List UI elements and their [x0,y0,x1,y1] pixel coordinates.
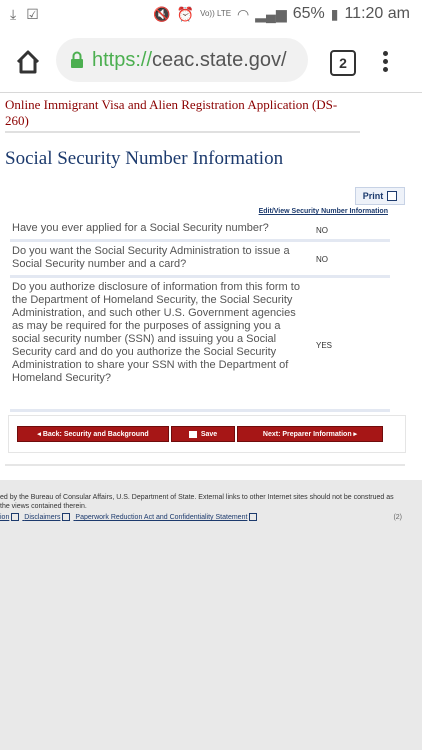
question-row [10,220,390,242]
address-bar[interactable] [56,38,308,82]
footer-disclaimer-cont: the views contained therein. [0,503,87,510]
save-icon [189,431,197,438]
download-icon: ⤓ [10,6,17,22]
print-label: Print [362,191,384,201]
tab-switcher-button[interactable]: 2 [330,50,356,76]
mute-icon: 🔇 [153,5,171,22]
navigation-bar [8,415,406,453]
footer-divider [5,464,405,466]
footer-link-disclaimers[interactable]: Disclaimers [24,514,61,521]
external-link-icon [62,513,70,521]
signal-icon: ▂▄▆ [255,5,287,22]
footer-links [0,513,260,522]
footer-link-partial[interactable]: ion [0,514,10,521]
footer-link-paperwork[interactable]: Paperwork Reduction Act and Confidentiality Statement [75,514,248,521]
lock-icon [70,51,84,69]
answer-value: YES [316,341,333,350]
print-button[interactable] [355,187,405,205]
wifi-icon: ◠ [237,5,250,22]
clock: 11:20 am [344,5,410,22]
question-text: Do you want the Social Security Administration to issue a Social Security number and a card? [12,245,290,270]
page-title: Social Security Number Information [5,148,284,169]
battery-percent: 65% [292,5,325,22]
alarm-icon: ⏰ [176,5,195,22]
answer-value: NO [316,255,328,264]
question-row [10,279,390,412]
overflow-menu-icon[interactable] [382,48,388,74]
home-icon[interactable] [14,48,42,76]
application-title: Online Immigrant Visa and Alien Registration Application (DS-260) [5,97,360,133]
footer-disclaimer: ed by the Bureau of Consular Affairs, U.S. Department of State. External links to other Internet sites should not be construed as [0,494,394,501]
checkbox-icon: ☑ [26,6,39,22]
battery-icon: ▮ [330,5,339,22]
external-link-icon [249,513,257,521]
url-scheme: https:// [92,48,153,71]
question-text: Have you ever applied for a Social Security number? [12,222,269,234]
next-button[interactable]: Next: Preparer Information ▸ [237,426,383,442]
answer-value: NO [316,226,328,235]
status-bar [0,0,422,30]
url-text[interactable] [92,49,287,72]
edit-view-link[interactable]: Edit/View Security Number Information [258,208,388,215]
url-host: ceac.state.gov/ [152,48,287,71]
browser-toolbar [0,30,422,93]
save-label: Save [200,430,218,438]
save-button[interactable] [171,426,235,442]
network-label: Vo)) LTE [200,9,232,18]
back-button[interactable]: ◂ Back: Security and Background [17,426,169,442]
printer-icon [387,191,397,201]
footer-code: (2) [393,514,402,521]
question-row [10,243,390,278]
page-content [0,93,422,480]
external-link-icon [11,513,19,521]
question-text: Do you authorize disclosure of information from this form to the Department of Homeland Security, the Social Security Administration, and such other U.S. Government agencies as may be required for the purposes of assigning you a social security number (SSN) and issuing you a Social Security card and do you authorize the Social Security Administration to share your SSN with the Department of Homeland Security? [12,281,300,384]
